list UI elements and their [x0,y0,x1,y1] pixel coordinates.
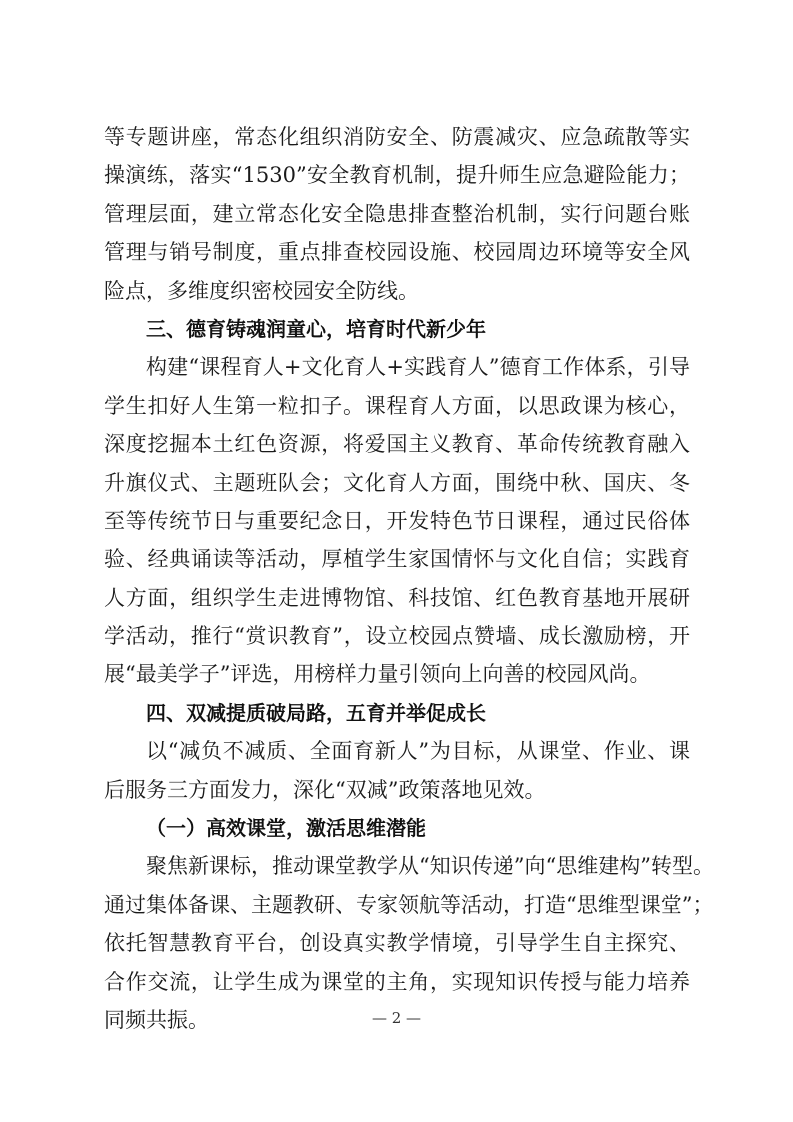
text-line: 依托智慧教育平台，创设真实教学情境，引导学生自主探究、 [104,931,690,956]
subsection-heading-1: （一）高效课堂，激活思维潜能 [146,816,426,841]
moral-education-paragraph [104,348,690,694]
page-number: — 2 — [371,1009,422,1027]
text-line: 合作交流，让学生成为课堂的主角，实现知识传授与能力培养 [104,969,690,994]
text-line: 管理层面，建立常态化安全隐患排查整治机制，实行问题台账 [104,201,690,226]
text-line: 展“最美学子”评选，用榜样力量引领向上向善的校园风尚。 [104,662,651,687]
text-line: 升旗仪式、主题班队会；文化育人方面，围绕中秋、国庆、冬 [104,470,690,495]
text-line: 同频共振。 [104,1007,209,1032]
text-line: 通过集体备课、主题教研、专家领航等活动，打造“思维型课堂”； [104,892,714,917]
text-line: 以“减负不减质、全面育新人”为目标，从课堂、作业、课 [146,739,690,764]
text-line: 至等传统节日与重要纪念日，开发特色节日课程，通过民俗体 [104,508,690,533]
text-line: 深度挖掘本土红色资源，将爱国主义教育、革命传统教育融入 [104,432,690,457]
text-line: 聚焦新课标，推动课堂教学从“知识传递”向“思维建构”转型。 [146,854,714,879]
double-reduction-paragraph [104,732,690,809]
safety-paragraph-continued [104,118,690,310]
text-line: 验、经典诵读等活动，厚植学生家国情怀与文化自信；实践育 [104,547,690,572]
text-line: 操演练，落实“1530”安全教育机制，提升师生应急避险能力； [104,163,690,188]
page-body [104,118,714,1039]
text-line: 后服务三方面发力，深化“双减”政策落地见效。 [104,777,546,802]
text-line: 构建“课程育人+文化育人+实践育人”德育工作体系，引导 [146,355,690,380]
text-line: 等专题讲座，常态化组织消防安全、防震减灾、应急疏散等实 [104,125,690,149]
text-line: 险点，多维度织密校园安全防线。 [104,278,419,303]
text-line: 学活动，推行“赏识教育”，设立校园点赞墙、成长激励榜，开 [104,624,690,649]
text-line: 人方面，组织学生走进博物馆、科技馆、红色教育基地开展研 [104,585,690,610]
text-line: 学生扣好人生第一粒扣子。课程育人方面，以思政课为核心， [104,393,690,418]
section-heading-4: 四、双减提质破局路，五育并举促成长 [146,700,486,725]
section-heading-3: 三、德育铸魂润童心，培育时代新少年 [146,316,486,341]
text-line: 管理与销号制度，重点排查校园设施、校园周边环境等安全风 [104,240,690,265]
